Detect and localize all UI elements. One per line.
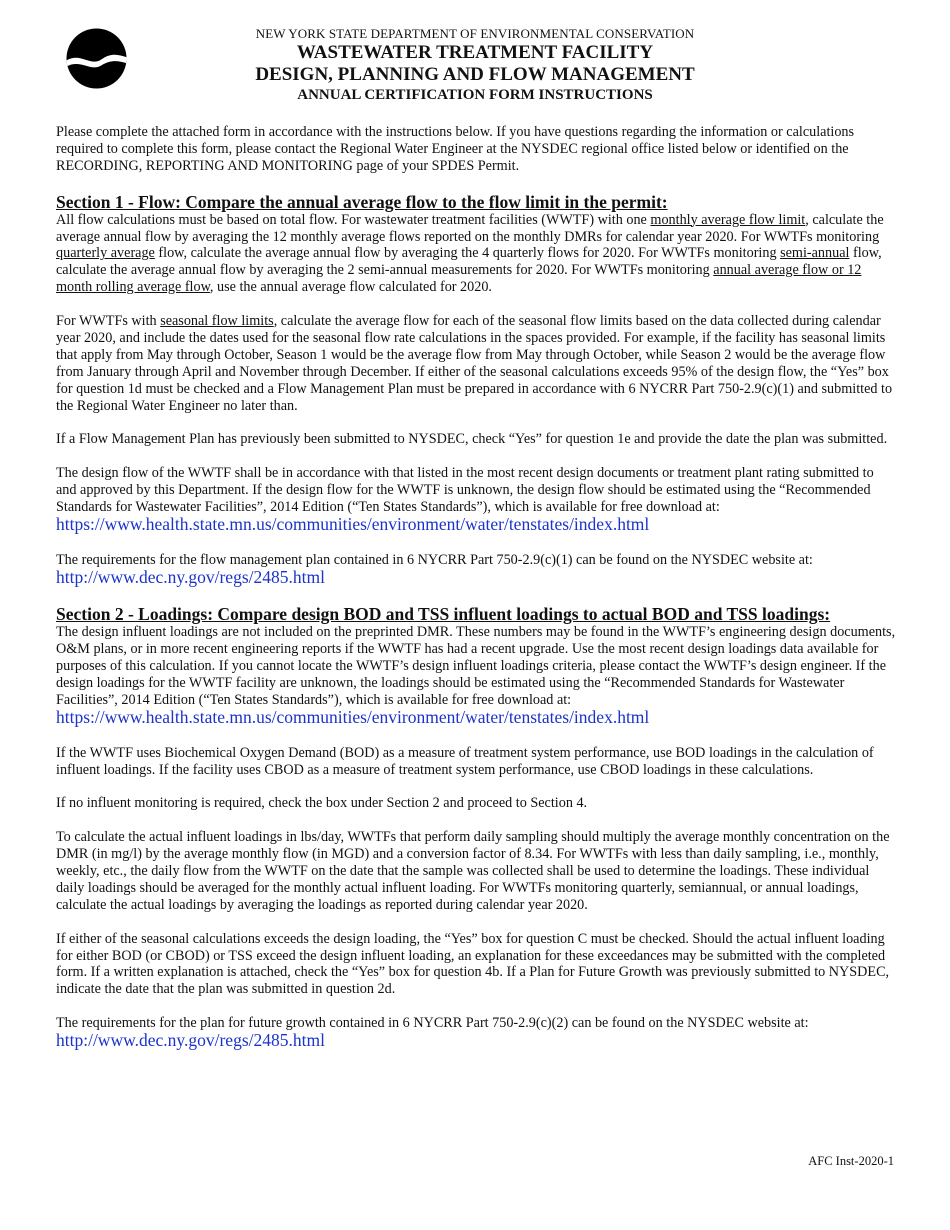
nysdec-regs-link[interactable]: http://www.dec.ny.gov/regs/2485.html	[56, 566, 325, 587]
section-2-paragraph-6: The requirements for the plan for future growth contained in 6 NYCRR Part 750-2.9(c)(2) can be found on the NYSDEC website at: http://www.dec.ny.gov/regs/2485.html	[56, 1015, 809, 1051]
section-2-heading: Section 2 - Loadings: Compare design BOD and TSS influent loadings to actual BOD and TSS loadings:	[56, 604, 831, 625]
intro-paragraph: Please complete the attached form in accordance with the instructions below. If you have questions regarding the information or calculations required to complete this form, please contact the Regional Water Engineer at the NYSDEC regional office listed below or identified on the RECORDING, REPORTING AND MONITORING page of your SPDES Permit.	[56, 124, 855, 174]
document-header	[200, 26, 750, 104]
title-line-1: WASTEWATER TREATMENT FACILITY	[296, 42, 654, 63]
section-1-paragraph-1: All flow calculations must be based on total flow. For wastewater treatment facilities (WWTF) with one monthly average flow limit, calculate the average annual flow by averaging the 12 monthly average flows reported on the monthly DMRs for calendar year 2020. For WWTFs monitoring quarterly average flow, calculate the average annual flow by averaging the 4 quarterly flows for 2020. For WWTFs monitoring semi-annual flow, calculate the average annual flow by averaging the 2 semi-annual measurements for 2020. For WWTFs monitoring annual average flow or 12 month rolling average flow, use the annual average flow calculated for 2020.	[56, 211, 884, 296]
section-1-paragraph-2: For WWTFs with seasonal flow limits, calculate the average flow for each of the seasonal flow limits based on the data collected during calendar year 2020, and include the dates used for the seasonal flow rate calculations in the spaces provided. For example, if the facility has seasonal limits that apply from May through October, Season 1 would be the average flow from May through October, while Season 2 would be the average flow from January through April and November through December. If either of the seasonal calculations exceeds 95% of the design flow, the “Yes” box for question 1d must be checked and a Flow Management Plan must be prepared in accordance with 6 NYCRR Part 750-2.9(c)(1) and submitted to the Regional Water Engineer no later than.	[56, 313, 893, 414]
form-subtitle: ANNUAL CERTIFICATION FORM INSTRUCTIONS	[297, 87, 653, 103]
section-2-paragraph-2: If the WWTF uses Biochemical Oxygen Demand (BOD) as a measure of treatment system performance, use BOD loadings in the calculation of influent loadings. If the facility uses CBOD as a measure of treatment system performance, use CBOD loadings in these calculations.	[56, 744, 874, 778]
section-1-paragraph-4: The design flow of the WWTF shall be in accordance with that listed in the most recent design documents or treatment plant rating submitted to and approved by this Department. If the design flow for the WWTF is unknown, the design flow should be estimated using the “Recommended Standards for Wastewater Facilities”, 2014 Edition (“Ten States Standards”), which is available for free download at: https://www.health.state.mn.us/communities/environment/water/tenstates/index.html	[56, 465, 874, 534]
section-1-heading: Section 1 - Flow: Compare the annual average flow to the flow limit in the permit:	[56, 191, 668, 212]
nysdec-logo-icon	[66, 28, 127, 89]
form-id: AFC Inst-2020-1	[808, 1154, 894, 1168]
section-2-paragraph-3: If no influent monitoring is required, check the box under Section 2 and proceed to Section 4.	[56, 795, 588, 812]
ten-states-standards-link[interactable]: https://www.health.state.mn.us/communities/environment/water/tenstates/index.html	[56, 706, 650, 727]
instructions-body	[56, 124, 896, 1068]
agency-name: NEW YORK STATE DEPARTMENT OF ENVIRONMENTAL CONSERVATION	[255, 26, 695, 41]
section-2-paragraph-1: The design influent loadings are not included on the preprinted DMR. These numbers may be found in the WWTF’s engineering design documents, O&M plans, or in more recent engineering reports if the WWTF has had a recent upgrade. Use the most recent design loadings data available for purposes of this calculation. If you cannot locate the WWTF’s design influent loadings criteria, please contact the WWTF’s design engineer. If the design loadings for the WWTF facility are unknown, the loadings should be estimated using the “Recommended Standards for Wastewater Facilities”, 2014 Edition (“Ten States Standards”), which is available for free download at: https://www.health.state.mn.us/communities/environment/water/tenstates/index.html	[56, 624, 896, 727]
title-line-2: DESIGN, PLANNING AND FLOW MANAGEMENT	[255, 64, 695, 85]
section-1-paragraph-3: If a Flow Management Plan has previously been submitted to NYSDEC, check “Yes” for question 1e and provide the date the plan was submitted.	[56, 431, 888, 448]
nysdec-regs-link[interactable]: http://www.dec.ny.gov/regs/2485.html	[56, 1030, 325, 1051]
ten-states-standards-link[interactable]: https://www.health.state.mn.us/communities/environment/water/tenstates/index.html	[56, 513, 650, 534]
section-2-paragraph-5: If either of the seasonal calculations exceeds the design loading, the “Yes” box for question C must be checked. Should the actual influent loading for either BOD (or CBOD) or TSS exceed the design influent loading, an explanation for these exceedances may be submitted with the completed form. If a written explanation is attached, check the “Yes” box for question 4b. If a Plan for Future Growth was previously submitted to NYSDEC, indicate the date that the plan was submitted in question 2d.	[56, 930, 890, 998]
section-1-paragraph-5: The requirements for the flow management plan contained in 6 NYCRR Part 750-2.9(c)(1) can be found on the NYSDEC website at: http://www.dec.ny.gov/regs/2485.html	[56, 551, 813, 587]
section-2-paragraph-4: To calculate the actual influent loadings in lbs/day, WWTFs that perform daily sampling should multiply the average monthly concentration on the DMR (in mg/l) by the average monthly flow (in MGD) and a conversion factor of 8.34. For WWTFs with less than daily sampling, i.e., monthly, weekly, etc., the daily flow from the WWTF on the date that the sample was collected shall be used to determine the loadings. These individual daily loadings should be averaged for the monthly actual influent loading. For WWTFs monitoring quarterly, semiannual, or annual loadings, calculate the actual loadings by averaging the loadings as reported during calendar year 2020.	[56, 829, 890, 913]
